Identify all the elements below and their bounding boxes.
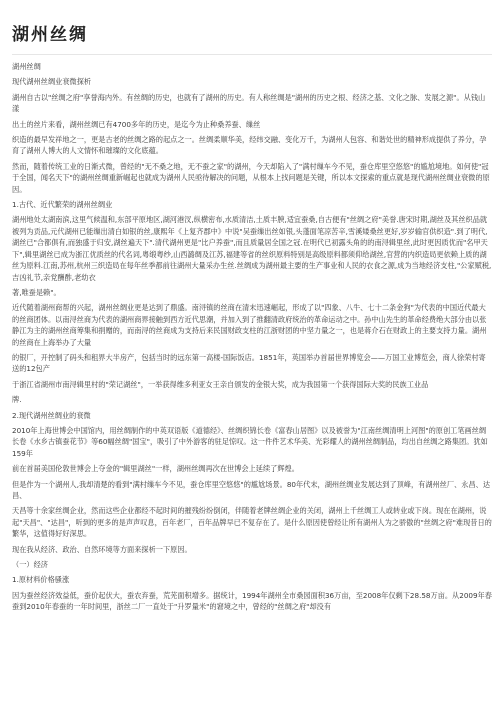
paragraph: 因为蚕丝经济效益低，蚕价起伏大，蚕农弃蚕，荒芜面积增多。据统计，1994年湖州全市桑园面积36万亩，至2008年仅剩下28.58万亩。从2009年春蚕到2010年春蚕的一年时间里，浙丝二厂一直处于"升罗量米"的窘境之中，曾经的"丝绸之府"却没有 <box>12 590 492 612</box>
paragraph: 出土的丝片来看，湖州丝绸已有4700多年的历史，是迄今为止种桑养蚕、缫丝 <box>12 119 261 129</box>
subsection-heading: （一）经济 <box>12 560 48 570</box>
section-heading: 现代湖州丝绸业衰微探析 <box>12 77 92 87</box>
paragraph: 的银厂，开控制了码头和租界大半房产，包括当时的远东第一高楼-国际饭店。1851年，英国举办首届世界博览会——万国工业博览会，商人徐荣村寄送的12包产 <box>12 352 486 374</box>
paragraph: 但是作为一个湖州人,我却清楚的看到"满村缫车今不见，蚕仓库里空悠悠"的尴尬场景。80年代末，湖州丝绸业发展达到了顶峰，有湖州丝厂、永昌、达昌、 <box>12 479 491 500</box>
paragraph: 天昌等十余家丝绸企业，然而这些企业都经不起时间的摧残纷纷倒闭，伴随着老牌丝绸企业的关闭，湖州上千丝绸工人或转业或下岗。现在在湖州，说起"天昌"、"达昌"，听到的更多的是声声叹息，百年老厂，百年品牌早已不复存在了。是什么原因使曾经让所有湖州人为之骄傲的"丝绸之府"难现昔日的繁华，这值得好好深思。 <box>12 506 492 539</box>
section-heading: 1.古代、近代繁荣的湖州丝绸业 <box>12 200 113 210</box>
paragraph: 现在我从经济、政治、自然环境等方面来探析一下原因。 <box>12 544 192 554</box>
section-heading: 2.现代湖州丝绸业的衰微 <box>12 410 91 420</box>
title-divider <box>12 54 492 55</box>
paragraph: 于浙江省湖州市南浔辑里村的"荣记湖丝"，一举获得维多利亚女王亲自颁发的金银大奖，成为我国第一个获得国际大奖的民族工业品 <box>12 379 429 389</box>
paragraph: 湖州丝绸 <box>12 62 41 71</box>
paragraph: 织造的最早发祥地之一，更是古老的丝绸之路的起点之一。丝绸柔顺华美，经纬交融、变化万千，为湖州人包容、和谐处世的精神形成提供了养分，孕育了湖州人博大的人文情怀和璀璨的文化底蕴。 <box>12 135 487 156</box>
paragraph: 湖州自古以"丝绸之府"享誉海内外。有丝绸的历史，也就有了湖州的历史。有人称丝绸是"湖州的历史之根、经济之基、文化之脉、发展之源"。从钱山漾 <box>12 92 486 114</box>
paragraph: 著,唯蚕是赖"。 <box>12 287 61 297</box>
document-title: 湖州丝绸 <box>12 25 88 45</box>
document-body <box>12 61 492 613</box>
paragraph: 前在首届美国伦敦世博会上夺金的"辑里湖丝"一样，湖州丝绸再次在世博会上延续了辉煌。 <box>12 464 299 474</box>
paragraph: 牌. <box>12 395 22 405</box>
paragraph: 近代随着湖州商帮的兴起，湖州丝绸业更是达到了鼎盛。南浔镇的丝商在清末迅速崛起，形成了以"四象、八牛、七十二条金狗"为代表的中国近代最大的丝商团体。以南浔丝商为代表的湖州商界接触到西方近代思潮，并加入到了推翻清政府统治的革命运动之中。孙中山先生的革命经费绝大部分由以张静江为主的湖州丝商筹集和捐赠的，而南浔的丝商成为支持后来民国财政支柱的江浙财团的中坚力量之一，也是蒋介石在财政上的主要支持力量。湖州的丝商在上海举办了大量 <box>12 303 487 347</box>
paragraph: 湖州地处太湖南滨,这里气候温和,东部平原地区,湖河港汊,纵横密布,水质清洁,土质丰腴,适宜蚕桑,自古便有"丝绸之府"美誉.唐宋时期,湖丝及其丝织品就被列为贡品,元代湖州已能缫出清白如银的丝,康熙年《上复齐郡中》中说"吴蚕缫出丝如银,头蓬面笔凉苦辛,雪溪矮桑丝更好,岁岁输官供织造".到了明代,湖丝已"合都俱有,而独盛于归安,湖丝遍天下".清代湖州更是"比户养蚕",而且质量居全国之冠.在明代已初露头角的的南浔辑里丝,此时更因质优而"名甲天下",辑里湖丝已成为浙江优质丝的代名词,粤缎粤纱,山西潞绸及江苏,福建等省的丝织原料特别是高级原料都须仰给湖丝,官营的内织造局更依赖上质的湖丝为原料.江南,苏州,杭州三织造局在每年丝季都前往湖州大量采办生丝.丝绸成为湖州最主要的生产事业和人民的衣食之源,成为当地经济支柱,"公家赋税,吉凶礼节,亲党酬酢,老幼衣 <box>12 215 492 282</box>
paragraph: 然而，随着传统工业的日渐式微，曾经的"无不桑之地，无不蚕之家"的湖州，今天却陷入了"满村缫车今不见，蚕仓库里空悠悠"的尴尬境地。如何使"冠于全国，闻名天下"的湖州丝绸重新崛起也就成为湖州人民亟待解决的问题，从根本上找问题是关键，所以本文探索的重点就是现代湖州丝绸业衰微的原因。 <box>12 161 490 194</box>
subsection-heading: 1.原材料价格骚涨 <box>12 575 70 585</box>
paragraph: 2010年上海世博会中国馆内，用丝绸制作的中英双语版《道德经》、丝绸织锦长卷《富春山居图》以及被誉为"江南丝绸清明上河图"的原创工笔画丝绸长卷《水乡古镇蚕花节》等60幅丝绸"国宝"，吸引了中外游客的驻足惊叹。这一件件艺术华美、光彩耀人的湖州丝绸制品，均出自丝绸之路集团。犹如159年 <box>12 425 488 458</box>
